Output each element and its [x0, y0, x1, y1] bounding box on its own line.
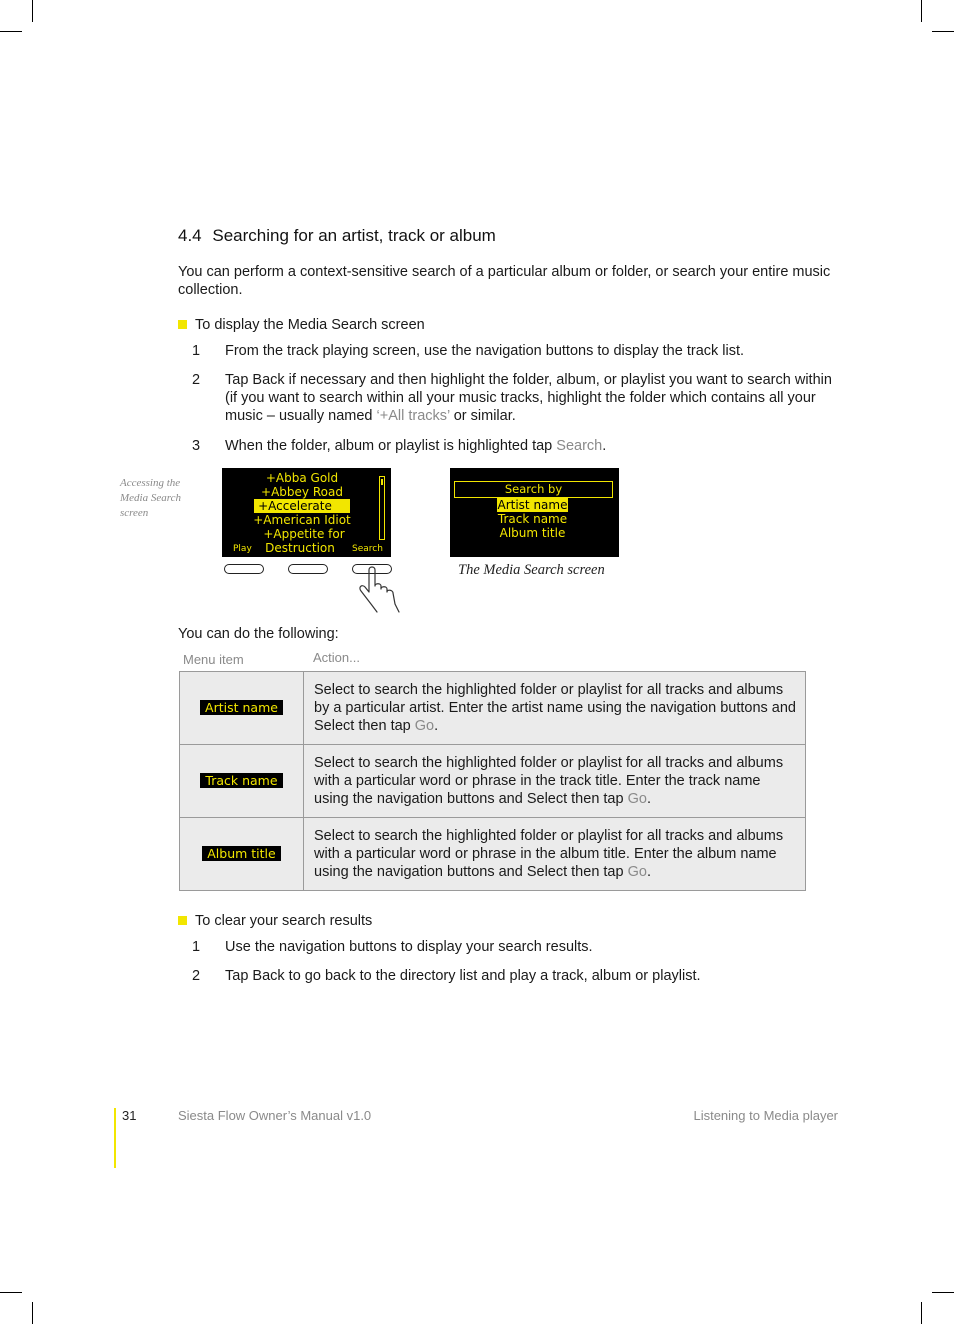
option-artist-name: Artist name	[497, 498, 568, 512]
crop-mark	[932, 31, 954, 32]
subheading-clear-results: To clear your search results	[178, 912, 372, 930]
crop-mark	[932, 1292, 954, 1293]
step-item: 1 From the track playing screen, use the navigation buttons to display the track list.	[192, 343, 745, 359]
media-search-screen	[450, 468, 619, 557]
action-description: Select to search the highlighted folder or playlist for all tracks and albums by a particular artist. Enter the artist name using the navigation buttons and Select then tap Go.	[304, 672, 806, 745]
step-item: 1 Use the navigation buttons to display your search results.	[192, 939, 593, 955]
yellow-square-icon	[178, 916, 187, 925]
table-row	[180, 672, 806, 745]
list-item-highlighted: +Accelerate	[222, 499, 382, 513]
page-number-bar	[114, 1108, 116, 1168]
column-header-action: Action...	[313, 650, 360, 665]
middle-hardware-button	[288, 564, 328, 574]
intro-paragraph: You can perform a context-sensitive search of a particular album or folder, or search your entire music collection.	[178, 264, 831, 298]
section-title: Searching for an artist, track or album	[212, 226, 496, 245]
crop-mark	[32, 1302, 33, 1324]
scrollbar-thumb	[381, 479, 383, 485]
menu-item-label: Track name	[200, 773, 282, 788]
section-number: 4.4	[178, 226, 202, 245]
section-heading	[178, 226, 496, 246]
table-row	[180, 745, 806, 818]
table-row	[180, 818, 806, 891]
subheading-display-search: To display the Media Search screen	[178, 316, 425, 334]
list-item: +Appetite for Destruction	[263, 527, 345, 555]
action-description: Select to search the highlighted folder or playlist for all tracks and albums with a particular word or phrase in the track title. Enter the track name using the navigation buttons and Select then tap Go.	[304, 745, 806, 818]
can-do-text: You can do the following:	[178, 626, 339, 642]
footer-manual-title: Siesta Flow Owner’s Manual v1.0	[178, 1108, 372, 1123]
search-by-header: Search by	[454, 481, 613, 498]
softkey-play-label: Play	[233, 544, 252, 554]
column-header-menu-item: Menu item	[183, 652, 244, 667]
crop-mark	[0, 31, 22, 32]
menu-item-label: Album title	[202, 846, 280, 861]
menu-item-label: Artist name	[200, 700, 283, 715]
crop-mark	[921, 0, 922, 22]
option-track-name: Track name	[497, 512, 568, 526]
list-item: +American Idiot	[253, 513, 351, 527]
list-item: +Abbey Road	[261, 485, 343, 499]
action-description: Select to search the highlighted folder or playlist for all tracks and albums with a particular word or phrase in the album title. Enter the album name using the navigation buttons and Select then tap Go.	[304, 818, 806, 891]
yellow-square-icon	[178, 320, 187, 329]
crop-mark	[0, 1292, 22, 1293]
softkey-search-label: Search	[352, 544, 383, 554]
menu-options-table	[179, 671, 806, 891]
figure-caption: The Media Search screen	[458, 562, 605, 578]
pointing-hand-icon	[355, 562, 407, 614]
figure-side-caption: Accessing the Media Search screen	[120, 477, 181, 519]
scrollbar	[379, 476, 385, 540]
left-hardware-button	[224, 564, 264, 574]
list-item: +Abba Gold	[265, 471, 339, 485]
crop-mark	[921, 1302, 922, 1324]
footer-chapter-title: Listening to Media player	[693, 1108, 838, 1123]
step-item: 2 Tap Back if necessary and then highlight the folder, album, or playlist you want to search within (if you want to search within all your music tracks, highlight the folder which contains all your music – usually named ‘+All tracks’ or similar.	[192, 372, 832, 424]
page-number: 31	[122, 1108, 137, 1123]
crop-mark	[32, 0, 33, 22]
option-album-title: Album title	[499, 526, 566, 540]
step-item: 2 Tap Back to go back to the directory list and play a track, album or playlist.	[192, 968, 701, 984]
step-item: 3 When the folder, album or playlist is highlighted tap Search.	[192, 438, 607, 454]
track-list-screen	[222, 468, 391, 557]
